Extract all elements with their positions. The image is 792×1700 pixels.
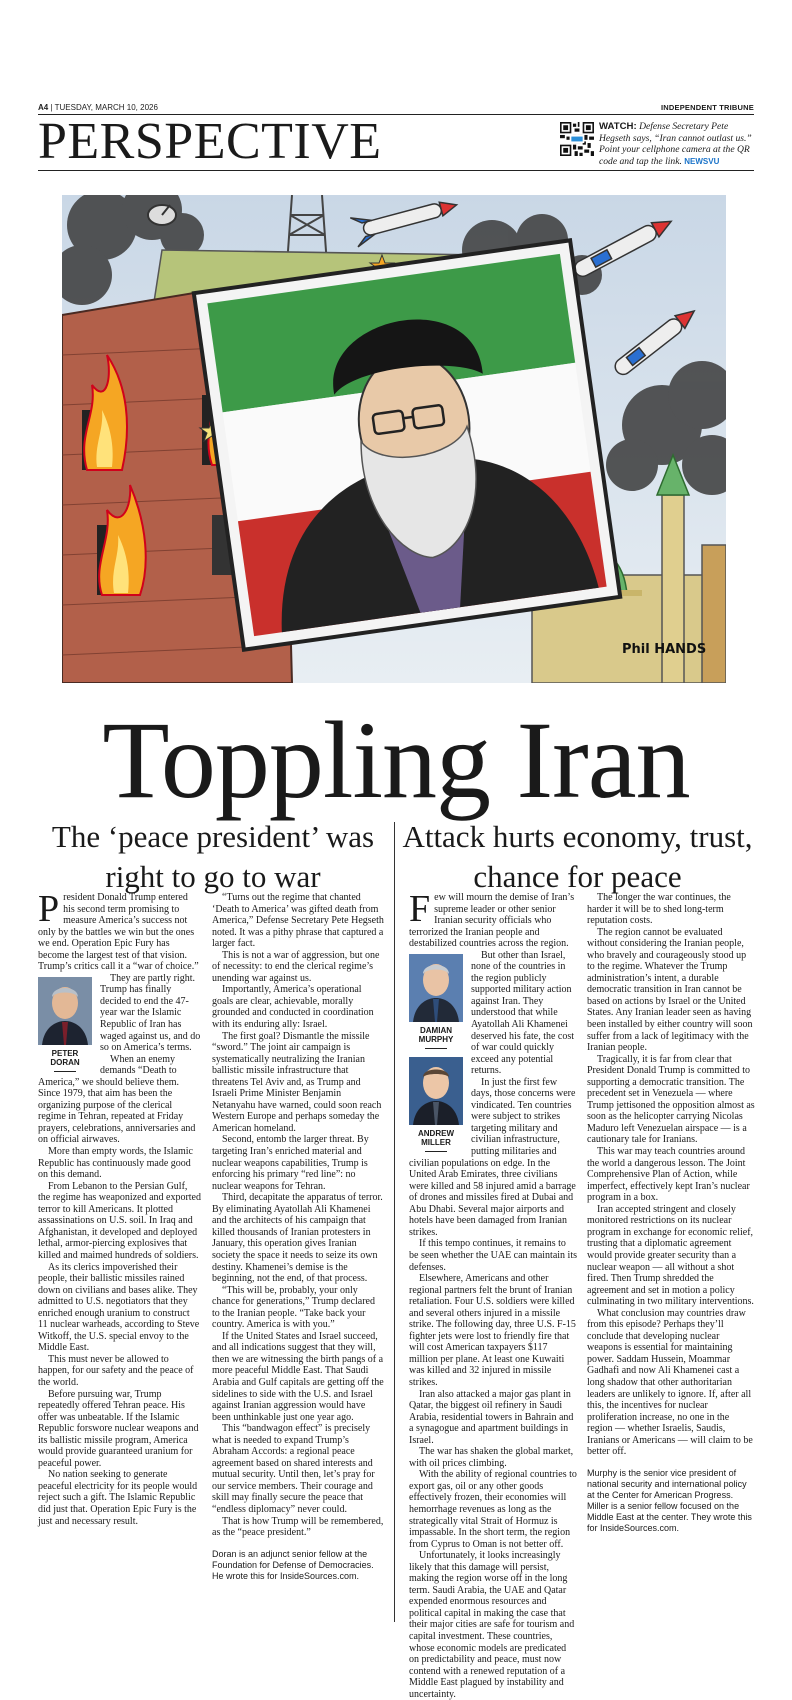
section-title: PERSPECTIVE bbox=[38, 113, 382, 170]
paragraph: In just the first few days, those concerns were vindicated. Ten countries were subject to strikes targeting military and civilian infrastructure, putting militaries and civilian populations on edge. In the United Arab Emirates, three civilians were killed and 58 injured amid a barrage of drones and missiles fired at Dubai and Abu Dhabi. Several major airports and hotels have been damaged from Iranian strikes. bbox=[409, 1076, 576, 1238]
paragraph: Iran also attacked a major gas plant in Qatar, the biggest oil refinery in Saudi Arabia, residential towers in Bahrain and a synagogue and apartment buildings in Israel. bbox=[409, 1388, 574, 1446]
left-article-column-2 bbox=[212, 892, 384, 1582]
left-subhead: The ‘peace president’ was right to go to war bbox=[51, 819, 375, 894]
paragraph: The region cannot be evaluated without considering the Iranian people, who bravely and courageously stood up to the regime. Whatever the Trump administration’s intent, a durable democratic transition in Iran cannot be based on actions by Israel or the United States. Any Iranian leader seen as having been installed by either country will soon suffer from a lack of legitimacy with the Iranian people. bbox=[587, 926, 753, 1054]
paragraph: The war has shaken the global market, with oil prices climbing. bbox=[409, 1446, 574, 1469]
paragraph: The longer the war continues, the harder it will be to shed long-term reputation costs. bbox=[587, 892, 731, 927]
paragraph: No nation seeking to generate peaceful electricity for its people would reject such a gift. The Islamic Republic did just that. Operation Epic Fury is the just and necessary result. bbox=[38, 1469, 198, 1527]
avatar bbox=[409, 1057, 463, 1125]
author-bio: Doran is an adjunct senior fellow at the Foundation for Defense of Democracies. He wrote this for InsideSources.com. bbox=[212, 1548, 374, 1581]
right-article-column-2 bbox=[587, 892, 755, 1534]
avatar bbox=[409, 954, 463, 1022]
author-mug-doran bbox=[38, 977, 92, 1072]
satellite-dish bbox=[148, 205, 176, 225]
author-name: ANDREW MILLER bbox=[418, 1128, 454, 1147]
right-article-column-1 bbox=[409, 888, 577, 1700]
editorial-cartoon bbox=[62, 195, 726, 683]
paragraph: What conclusion may countries draw from this episode? Perhaps they’ll conclude that developing nuclear weapons is essential for maintaining power. Saddam Hussein, Moammar Gadhafi and now Ali Khamenei cast a long shadow that other authoritarian leaders are unlikely to ignore. If, after all this, the incentives for nuclear proliferation increase, no one in the region — whether Israelis, Saudis, Iranians or Americans — will claim to be better off. bbox=[587, 1307, 753, 1458]
right-subhead: Attack hurts economy, trust, chance for peace bbox=[402, 819, 753, 894]
drop-cap: F bbox=[409, 888, 431, 930]
author-bio: Murphy is the senior vice president of national security and international policy at the Center for American Progress. Miller is a senior fellow focused on the Middle East at the center. They wrote this for InsideSources.com. bbox=[587, 1467, 752, 1533]
watch-promo bbox=[599, 121, 759, 167]
paragraph: Second, entomb the larger threat. By targeting Iran’s enriched material and nuclear weapons capabilities, Trump is enforcing his primary “red line”: no nuclear weapons for Tehran. bbox=[212, 1134, 369, 1192]
paragraph: resident Donald Trump entered his second term promising to measure America’s success not only by the battles we win but the ones we end. Operation Epic Fury has become the largest test of that vision. Trump’s critics call it a “war of choice.” bbox=[38, 892, 199, 973]
paragraph: “This will be, probably, your only chance for generations,” Trump declared to the Iranian people. “Take back your country. America is with you.” bbox=[212, 1284, 375, 1331]
paragraph: They are partly right. Trump has finally decided to end the 47-year war the Islamic Republic of Iran has waged against us, and do so on America’s terms. bbox=[100, 972, 201, 1054]
paragraph: This must never be allowed to happen, for our safety and the peace of the world. bbox=[38, 1353, 194, 1388]
portrait-frame bbox=[194, 240, 620, 649]
artist-signature: Phil HANDS bbox=[622, 642, 707, 657]
paragraph: More than empty words, the Islamic Republic has continuously made good on this demand. bbox=[38, 1146, 193, 1181]
paragraph: Tragically, it is far from clear that President Donald Trump is committed to supporting a democratic transition. The precedent set in Venezuela — where Trump jettisoned the opposition almost as soon as the helicopter carrying Nicolas Maduro left Venezuelan airspace — is a cautionary tale for Iranians. bbox=[587, 1053, 755, 1146]
paragraph: Importantly, America’s operational goals are clear, achievable, morally grounded and conducted in coordination with its enduring ally: Israel. bbox=[212, 984, 374, 1031]
header-rule bbox=[38, 170, 754, 171]
paragraph: That is how Trump will be remembered, as the “peace president.” bbox=[212, 1515, 384, 1539]
paragraph: When an enemy demands “Death to America,” we should believe them. Since 1979, that aim has been the organizing purpose of the clerical regime in Tehran, repeated at Friday prayers, celebrations, anniversaries and on official airwaves. bbox=[38, 1053, 196, 1146]
newsvu-logo[interactable]: NEWSVU bbox=[684, 156, 720, 166]
paragraph: As its clerics impoverished their people, their ballistic missiles rained down on civilians and bases alike. They admitted to U.S. negotiators that they enriched enough uranium to construct 11 nuclear warheads, according to Steve Witkoff, the U.S. special envoy to the Middle East. bbox=[38, 1261, 200, 1354]
column-divider bbox=[394, 822, 395, 1622]
paragraph: The first goal? Dismantle the missile “sword.” The joint air campaign is systematically neutralizing the Iranian ballistic missile infrastructure that threatens Tel Aviv and, as Trump and Israeli Prime Minister Benjamin Netanyahu have warned, could soon reach Western Europe and perhaps someday the American homeland. bbox=[212, 1030, 382, 1134]
author-name: DAMIAN MURPHY bbox=[418, 1025, 454, 1044]
author-mug-murphy bbox=[409, 954, 463, 1152]
paragraph: If this tempo continues, it remains to be seen whether the UAE can maintain its defenses. bbox=[409, 1238, 577, 1273]
paragraph: Iran accepted stringent and closely monitored restrictions on its nuclear program in exchange for economic relief, trusting that a diplomatic agreement would provide greater security than a nuclear weapon — all without a shot fired. Then Trump shredded the agreement and set in motion a policy culminating in two military interventions. bbox=[587, 1203, 754, 1308]
paragraph: “Turns out the regime that chanted ‘Death to America’ was gifted death from America,” Defense Secretary Pete Hegseth noted. It was a pithy phrase that captured a larger fact. bbox=[212, 892, 384, 950]
page-number: A4 bbox=[38, 103, 49, 112]
watch-text: Defense Secretary Pete Hegseth says, “Iran cannot outlast us.” Point your cellphone camera at the QR code and tap the link. bbox=[599, 121, 752, 167]
paragraph: Third, decapitate the apparatus of terror. By eliminating Ayatollah Ali Khamenei and the architects of his campaign that killed thousands of Iranian protesters in January, this operation gives Iranian society the space it needs to seize its own destiny. Khamenei’s demise is the beginning, not the end, of that process. bbox=[212, 1192, 383, 1285]
left-article-column-1 bbox=[38, 888, 201, 1527]
avatar bbox=[38, 977, 92, 1045]
drop-cap: P bbox=[38, 888, 60, 930]
folio: A4 | TUESDAY, MARCH 10, 2026 bbox=[38, 103, 158, 112]
author-name: PETER DORAN bbox=[50, 1048, 80, 1067]
paragraph: With the ability of regional countries to export gas, oil or any other goods effectively frozen, their economies will hemorrhage revenues as long as the strategically vital Strait of Hormuz is impassable. In the short term, the region from Cyprus to Oman is not better off. bbox=[409, 1469, 577, 1550]
paragraph: From Lebanon to the Persian Gulf, the regime has weaponized and exported terror to kill Americans. It plotted assassinations on U.S. soil. In Iraq and Afghanistan, it developed and deployed lethal, armor-piercing explosives that killed and maimed hundreds of soldiers. bbox=[38, 1180, 201, 1261]
paragraph: Unfortunately, it looks increasingly likely that this damage will persist, making the region worse off in the long term. Saudi Arabia, the UAE and Qatar expended enormous resources and political capital in making the case that their major cities are safe for tourism and capital investment. These countries, whose economic models are predicated on predictability and peace, must now contend with a renewed reputation of a Middle East plagued by instability and uncertainty. bbox=[409, 1550, 575, 1700]
paragraph: If the United States and Israel succeed, and all indications suggest that they will, then we are witnessing the birth pangs of a more peaceful Middle East. That Saudi Arabia and Gulf capitals are getting off the sidelines to side with the U.S. and Israel against Iranian aggression would have been unthinkable just one year ago. bbox=[212, 1330, 384, 1423]
paragraph: But other than Israel, none of the countries in the region publicly supported military action against Iran. They understood that while Ayatollah Ali Khamenei deserved his fate, the cost of war could quickly exceed any potential returns. bbox=[471, 949, 575, 1077]
paragraph: This “bandwagon effect” is precisely what is needed to expand Trump’s Abraham Accords: a regional peace agreement based on shared interests and mutual security. Until then, let’s pray for our service members. Their courage and skill may finally secure the peace that “endless diplomacy” never could. bbox=[212, 1423, 375, 1515]
issue-date: TUESDAY, MARCH 10, 2026 bbox=[54, 103, 158, 112]
paragraph: This is not a war of aggression, but one of necessity: to end the clerical regime’s unending war against us. bbox=[212, 949, 380, 984]
paragraph: Before pursuing war, Trump repeatedly offered Tehran peace. His offer was unbeatable. If the Islamic Republic forswore nuclear weapons and its ballistic missile program, America would provide guaranteed uranium for peaceful power. bbox=[38, 1388, 199, 1469]
headline: Toppling Iran bbox=[102, 699, 690, 821]
publication-name: INDEPENDENT TRIBUNE bbox=[661, 103, 754, 112]
qr-code-icon[interactable] bbox=[560, 122, 594, 156]
paragraph: ew will mourn the demise of Iran’s supreme leader or other senior Iranian security officials who terrorized the Iranian people and destabilized countries across the region. bbox=[409, 892, 575, 950]
watch-label: WATCH: bbox=[599, 121, 637, 132]
paragraph: Elsewhere, Americans and other regional partners felt the brunt of Iranian retaliation. Four U.S. soldiers were killed and several others injured in a missile strike. The following day, three U.S. F-15 fighter jets were lost to friendly fire that will cost American taxpayers $117 million per plane. At least one Kuwaiti was killed and 32 injured in missile strikes. bbox=[409, 1273, 576, 1388]
paragraph: This war may teach countries around the world a dangerous lesson. The Joint Comprehensive Plan of Action, while imperfect, effectively kept Iran’s nuclear program in a box. bbox=[587, 1146, 750, 1204]
